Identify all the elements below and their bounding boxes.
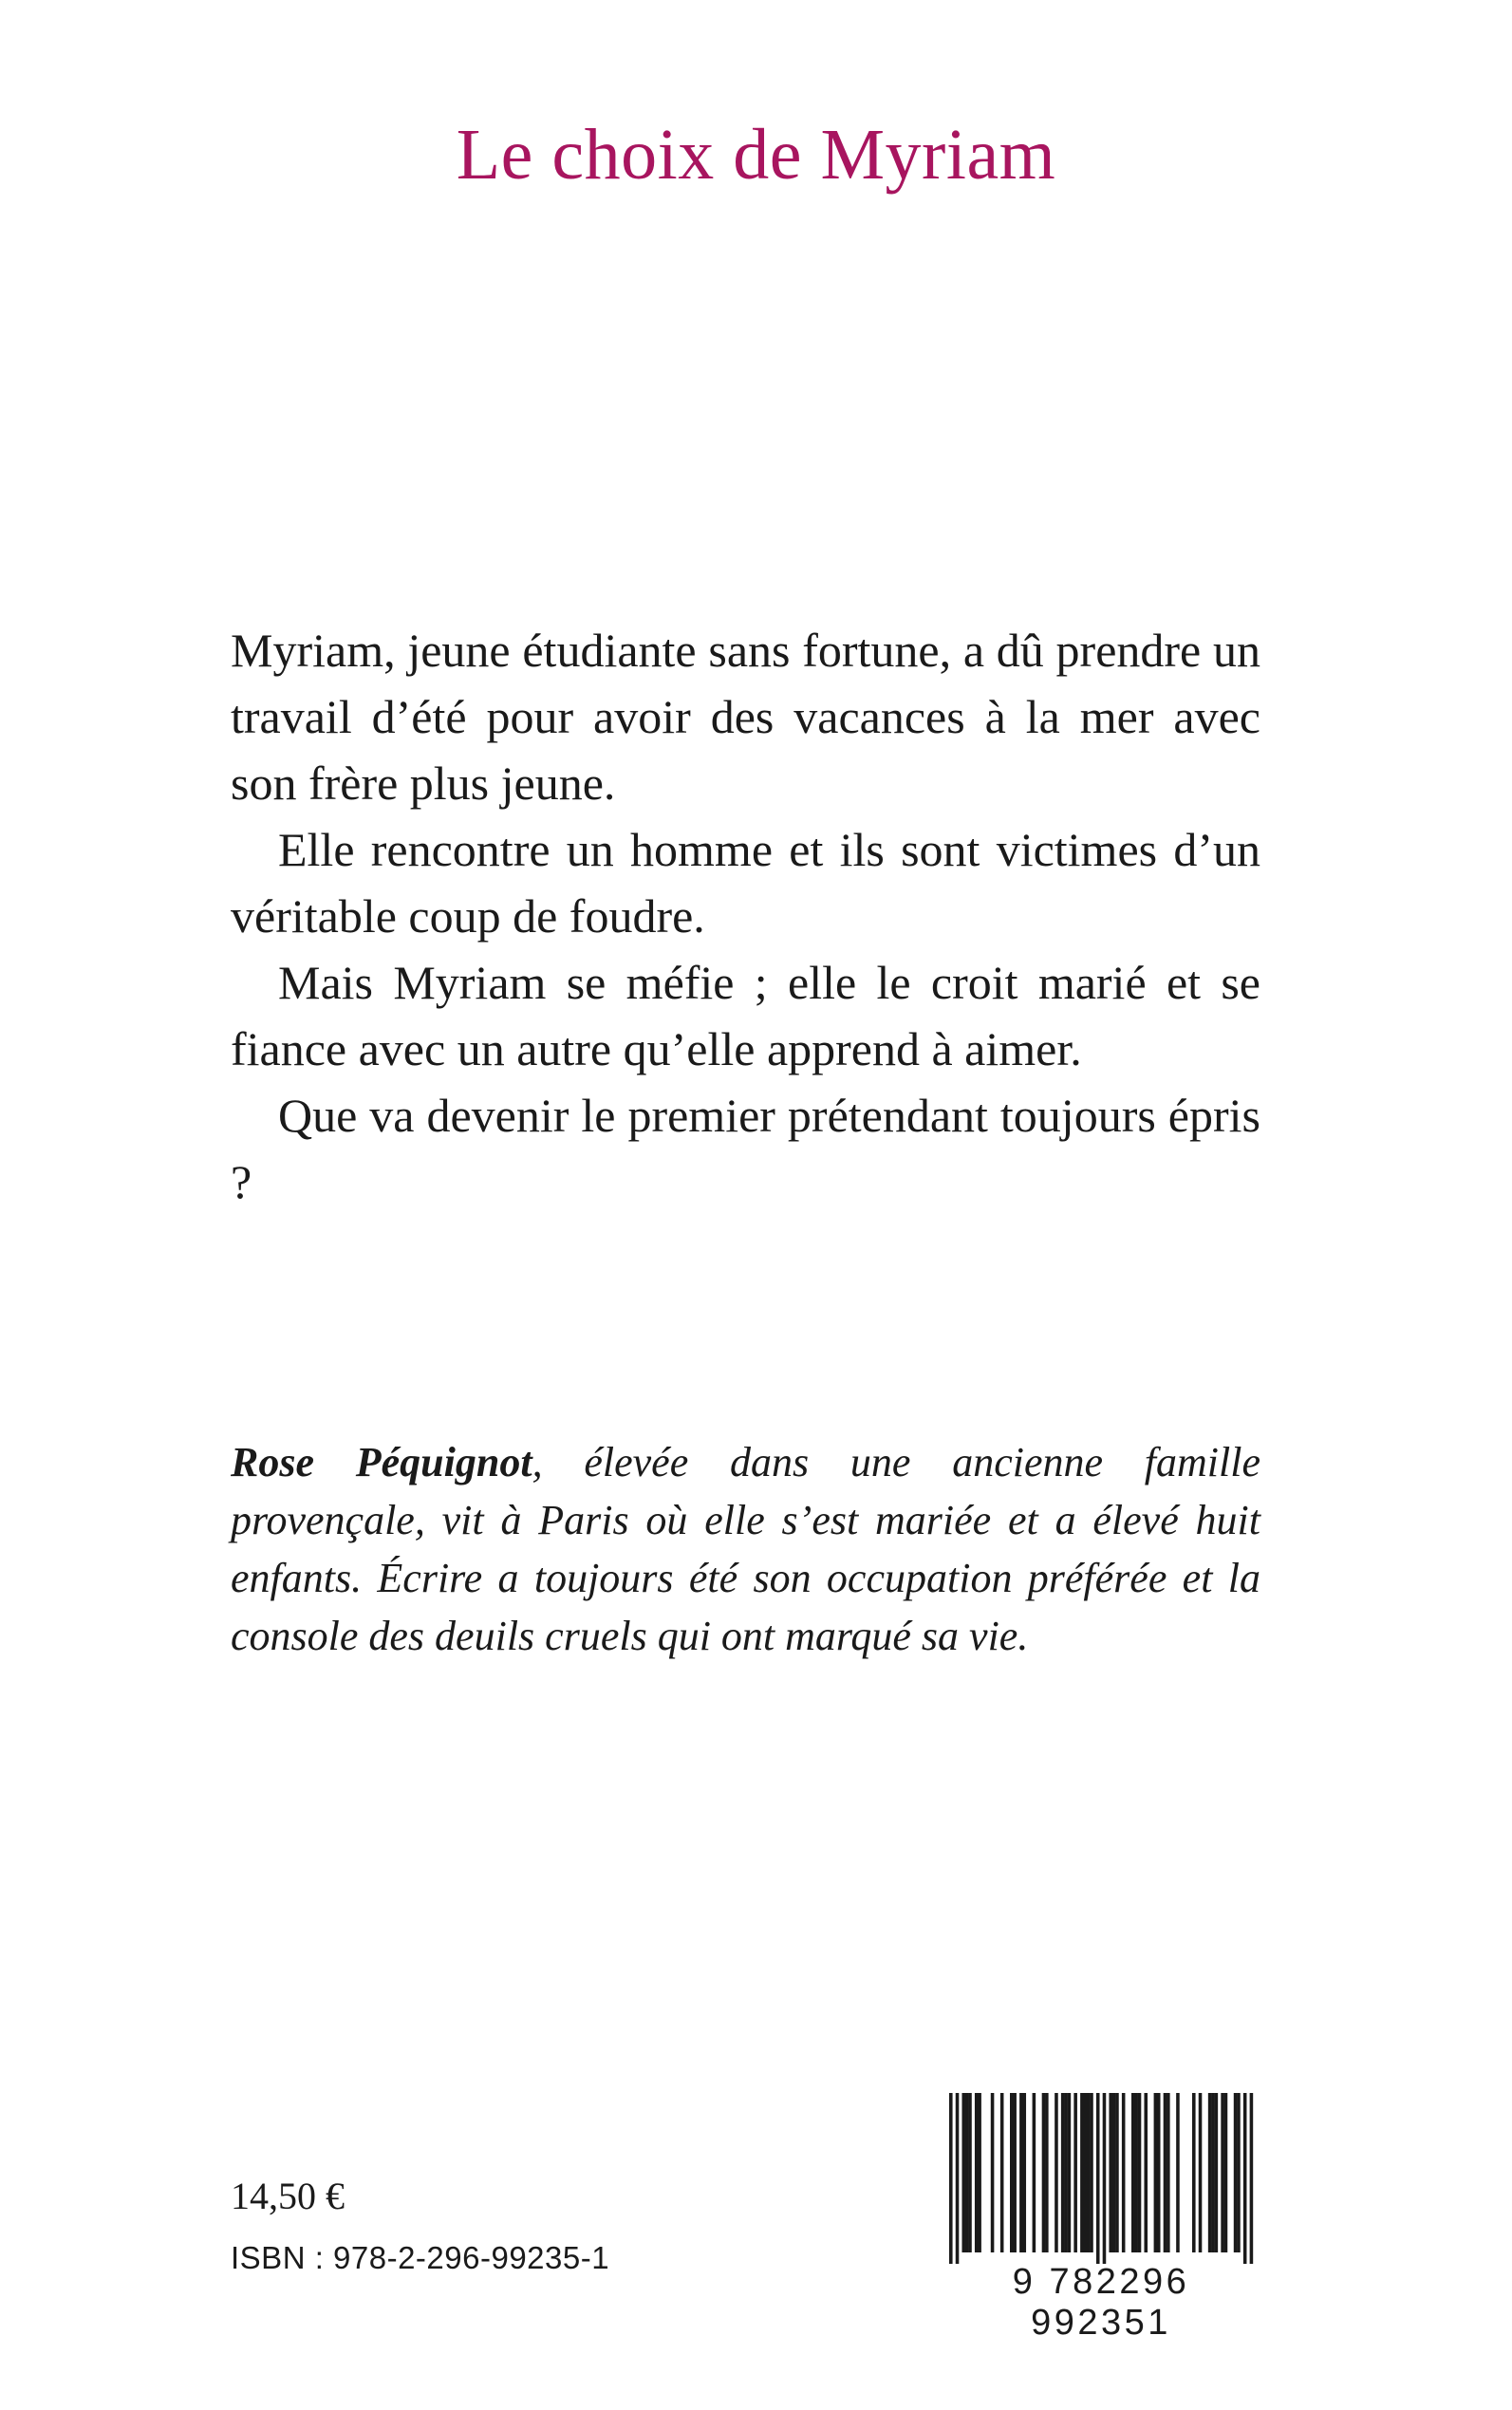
barcode-bar <box>1109 2093 1112 2252</box>
blurb-paragraph: Elle rencontre un homme et ils sont victimes d’un véritable coup de foudre. <box>231 823 1260 943</box>
blurb-paragraph: Que va devenir le premier prétendant toujours épris ? <box>231 1089 1260 1208</box>
barcode-digits: 9 782296 992351 <box>1012 2262 1190 2343</box>
barcode-bar <box>956 2093 960 2264</box>
barcode-bar <box>1208 2093 1212 2252</box>
barcode-bar <box>1064 2093 1068 2252</box>
barcode-bar <box>1134 2093 1138 2252</box>
back-cover-blurb <box>231 617 1260 1215</box>
isbn: ISBN : 978-2-296-99235-1 <box>231 2240 610 2275</box>
barcode-bar <box>1243 2093 1247 2264</box>
barcode-bar <box>1061 2093 1065 2252</box>
barcode-bar <box>1045 2093 1049 2252</box>
barcode-bar <box>1115 2093 1119 2252</box>
blurb-paragraph: Mais Myriam se méfie ; elle le croit marié et se fiance avec un autre qu’elle apprend à aimer. <box>231 956 1260 1075</box>
barcode-bar <box>1090 2093 1093 2252</box>
barcode-bar <box>1215 2093 1219 2252</box>
barcode-bar <box>1164 2093 1167 2252</box>
barcode-bar <box>975 2093 979 2252</box>
barcode-bar <box>1157 2093 1161 2252</box>
barcode-bar <box>1055 2093 1058 2252</box>
barcode-bar <box>968 2093 972 2252</box>
barcode-bar <box>965 2093 969 2252</box>
barcode-bar <box>1083 2093 1087 2252</box>
barcode-bar <box>1073 2093 1077 2252</box>
barcode-bar <box>1080 2093 1084 2252</box>
barcode-bar <box>1087 2093 1091 2252</box>
barcode-bar <box>1000 2093 1004 2252</box>
barcode-bar <box>1144 2093 1148 2252</box>
author-bio <box>231 1433 1260 1665</box>
barcode-bar <box>1112 2093 1116 2252</box>
barcode-bar <box>991 2093 995 2252</box>
barcode-bar <box>1234 2093 1238 2252</box>
author-name: Rose Péquignot <box>231 1439 532 1485</box>
barcode-bar <box>1131 2093 1135 2252</box>
barcode-bar <box>1154 2093 1158 2252</box>
barcode-bar <box>1199 2093 1203 2252</box>
barcode-bar <box>1167 2093 1170 2252</box>
barcode-bar <box>1122 2093 1126 2252</box>
barcode-bar <box>1019 2093 1023 2252</box>
barcode <box>940 2093 1262 2343</box>
barcode-bar <box>1096 2093 1100 2264</box>
barcode-bar <box>1138 2093 1142 2252</box>
barcode-bar <box>978 2093 981 2252</box>
barcode-bar <box>961 2093 965 2252</box>
barcode-bar <box>1176 2093 1180 2252</box>
barcode-bar <box>1221 2093 1224 2252</box>
barcode-bar <box>1237 2093 1241 2252</box>
barcode-bar <box>1013 2093 1017 2252</box>
barcode-bar <box>1250 2093 1254 2264</box>
barcode-bar <box>1042 2093 1046 2252</box>
barcode-bar <box>1211 2093 1215 2252</box>
barcode-bar <box>1103 2093 1107 2264</box>
barcode-bar <box>1010 2093 1014 2252</box>
barcode-bar <box>1068 2093 1072 2252</box>
barcode-bar <box>1192 2093 1196 2252</box>
price: 14,50 € <box>231 2175 345 2217</box>
blurb-paragraph: Myriam, jeune étudiante sans fortune, a dû prendre un travail d’été pour avoir des vacances à la mer avec son frère plus jeune. <box>231 624 1260 810</box>
barcode-icon <box>940 2093 1262 2264</box>
author-bio-text: , élevée dans une ancienne famille provençale, vit à Paris où elle s’est mariée et a élevé huit enfants. Écrire a toujours été son occupation préférée et la console des deuils cruels qui ont marqué sa vie. <box>231 1439 1260 1659</box>
barcode-bar <box>1022 2093 1026 2252</box>
barcode-bar <box>1224 2093 1228 2252</box>
barcode-bar <box>1033 2093 1036 2252</box>
barcode-bar <box>949 2093 953 2264</box>
book-title: Le choix de Myriam <box>456 115 1056 195</box>
